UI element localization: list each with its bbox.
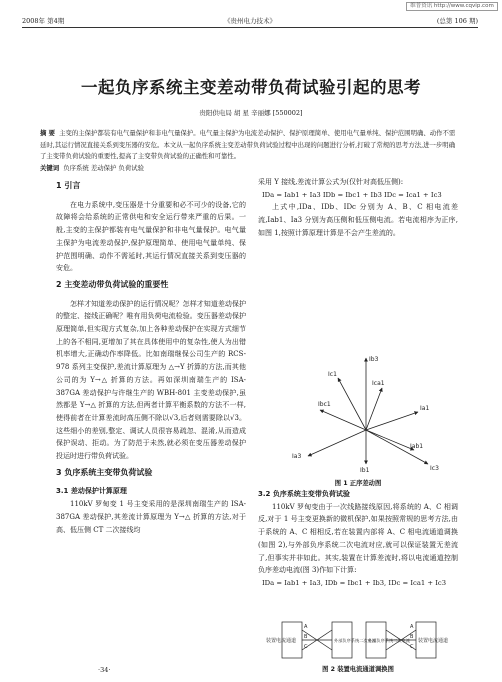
label-ic3: Ic3 — [430, 465, 439, 472]
keywords-label: 关键词 — [40, 163, 60, 172]
equation-2: IDa = Iab1 + Ia3, IDb = Ibc1 + Ib3, IDc = Ica1 + Ic3 — [262, 578, 447, 587]
vector-ic1 — [338, 378, 366, 430]
label-ia3: Ia3 — [292, 453, 302, 460]
abstract — [40, 128, 460, 174]
header-rule — [22, 27, 478, 28]
vector-ia1 — [366, 412, 418, 430]
figure-2-caption: 图 2 装置电流通道调换图 — [322, 666, 394, 673]
label-device-channel-left: 装置电流通道 — [266, 638, 297, 644]
total-issue-label: (总第 106 期) — [436, 17, 478, 25]
label-external-left: 外部负序系统二次电流 — [334, 638, 376, 643]
phase-c-right: C — [410, 644, 414, 650]
section-2-title: 2 主变差动带负荷试验的重要性 — [56, 279, 169, 289]
vector-ica1 — [366, 388, 382, 430]
section-2-paragraph: 怎样才知道差动保护的运行情况呢？怎样才知道差动保护的整定、接线正确呢？唯有用负荷电流检验。变压器差动保护原理简单,但实现方式复杂,加上各种差动保护在实现方式细节上的各不相同,更增加了其在具体使用中的复杂性,使人为出错机率增大,正确动作率降低。比如南瑞继保公司生产的 RCS-978 系列主变保护,差流计算原理为 △→Y 折算的方法,而其他公司的为 Y→△ 折算的方法。再如深圳南瑞生产的 ISA-387GA 差动保护与许继生产的 WBH-801 主变差动保护,虽然都是 Y→△ 折算的方法,但两者计算平衡系数的方法不一样,使得前者在计算差流时高压侧不除以√3,后者则需要除以√3。这些细小的差别,整定、调试人员很容易疏忽、混淆,从而造成保护误动、拒动。为了防范于未然,就必须在变压器差动保护投运时进行带负荷试验。 — [56, 299, 246, 461]
abstract-text: 主变的主保护都装有电气量保护和非电气量保护。电气量主保护为电流差动保护、保护原理简单、使用电气量单纯、保护范围明确、动作不需延时,其运行情况直接关系到变压器的安危。本文从一起负序系统主变差动带负荷试验过程中出现的问题进行分析,打破了常规的思考方法,进一步明确了主变带负荷试验的重要性,提高了主变带负荷试验的正确性和可靠性。 — [40, 129, 456, 161]
right-paragraph-1: 采用 Y 接线,差流计算公式为(仅针对高低压侧): — [258, 178, 404, 186]
label-external-right: 外部负序系统二次电流 — [368, 638, 410, 643]
section-3-1-title: 3.1 差动保护计算原理 — [56, 487, 127, 496]
label-ica1: Ica1 — [372, 380, 385, 387]
vector-ia3 — [308, 430, 366, 456]
journal-name: 《贵州电力技术》 — [224, 17, 276, 25]
running-header — [22, 14, 478, 26]
abstract-label: 摘 要 — [40, 129, 56, 137]
page-number: ·34· — [98, 666, 111, 674]
keywords: 负序系统 差动保护 负荷试验 — [63, 163, 144, 172]
section-3-1-paragraph: 110kV 罗甸变 1 号主变采用的是深圳南瑞生产的 ISA-387GA 差动保护,其差流计算原理为 Y→△ 折算的方法,对于高、低压侧 CT 二次接线均 — [56, 500, 246, 534]
phase-a-right: A — [410, 624, 414, 630]
label-ic1: Ic1 — [328, 371, 337, 378]
label-ib3: Ib3 — [369, 356, 379, 363]
phase-c-left: C — [304, 644, 308, 650]
figure-2-channel-swap-diagram — [266, 618, 452, 664]
paper-title: 一起负序系统主变差动带负荷试验引起的思考 — [81, 78, 421, 97]
phase-b-right: B — [410, 634, 414, 640]
section-3-2-title: 3.2 负序系统主变带负荷试验 — [258, 490, 350, 498]
figure-1-caption: 图 1 正序差动图 — [334, 480, 382, 487]
right-paragraph-2: 上式中,IDa、IDb、IDc 分别为 A、B、C 相电流差流,Iab1、Ia3 分别为高压侧和低压侧电流。若电流相序为正序,如图 1,按照计算原理计算是不会产生差流的。 — [258, 203, 458, 237]
right-column-lower — [258, 488, 458, 590]
vector-iab1 — [366, 430, 414, 450]
authors: 贵阳供电局 胡 星 辛丽娜 [550002] — [199, 109, 303, 117]
label-ib1: Ib1 — [360, 467, 370, 474]
label-device-channel-right: 装置电流通道 — [418, 638, 449, 644]
section-3-title: 3 负序系统主变带负荷试验 — [56, 467, 153, 477]
figure-1-phasor-diagram — [280, 352, 450, 478]
section-1-paragraph: 在电力系统中,变压器是十分重要和必不可少的设备,它的故障将会给系统的正常供电和安全运行带来严重的后果。一般,主变的主保护都装有电气量保护和非电气量保护。电气量主保护为电流差动保护,保护原理简单、使用电气量单纯、保护范围明确、动作不需延时,其运行情况直接关系到变压器的安危。 — [56, 200, 246, 273]
label-iab1: Iab1 — [410, 443, 424, 450]
vector-ibc1 — [320, 410, 366, 430]
section-1-title: 1 引言 — [56, 181, 81, 190]
phase-b-left: B — [304, 634, 308, 640]
left-column — [56, 176, 246, 536]
phase-a-left: A — [304, 624, 308, 630]
watermark: 维普资讯 http://www.cqvip.com — [406, 2, 498, 11]
label-ibc1: Ibc1 — [318, 401, 331, 408]
equation-1: IDa = Iab1 + Ia3 IDb = Ibc1 + Ib3 IDc = Ica1 + Ic3 — [262, 190, 442, 199]
label-ia1: Ia1 — [420, 405, 430, 412]
right-column — [258, 176, 458, 240]
issue-label: 2008年 第4期 — [22, 17, 65, 25]
section-3-2-paragraph: 110kV 罗甸变由于一次线路接线原因,将系统的 A、C 相调反,对于 1 号主变更换新的微机保护,如果按照常规的思考方法,由于系统的 A、C 相相反,若在装置内部将 A、C 相电流通道调换(如图 2),与外部负序系统二次电流对应,就可以保证装置无差流了,但事实并非如此。其实,装置在计算差流时,将以电流通道控制负序差动电流(图 3)作如下计算: — [258, 502, 458, 575]
